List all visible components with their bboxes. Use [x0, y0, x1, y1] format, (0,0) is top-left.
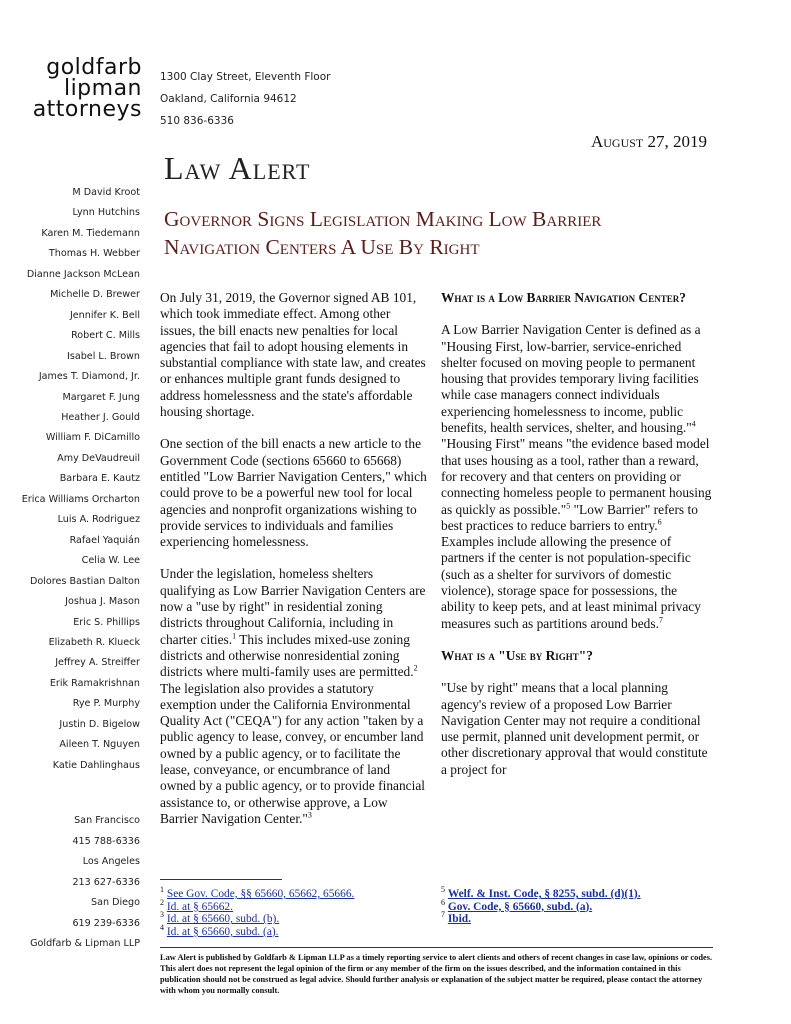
attorney-name: Isabel L. Brown: [67, 350, 140, 362]
address-line: 510 836-6336: [160, 115, 234, 127]
attorney-name: Dolores Bastian Dalton: [29, 575, 140, 587]
footnote-ref[interactable]: 6: [657, 517, 662, 527]
footnote-ref[interactable]: 7: [658, 615, 663, 625]
office-line: 619 239-6336: [72, 917, 140, 929]
attorney-name: Robert C. Mills: [71, 330, 140, 342]
footnote: [160, 885, 430, 901]
paragraph: [160, 566, 428, 827]
section-heading: What is a "Use by Right"?: [441, 647, 593, 663]
footnotes-left: [160, 885, 430, 938]
footnote-ref[interactable]: 3: [307, 810, 312, 820]
footnotes-right: [441, 885, 721, 926]
paragraph: "Use by right" means that a local planning agency's review of a proposed Low Barrier Navigation Center may not require a conditional use permit, planned unit development permit, or other discretionary approval that would constitute a project for: [441, 680, 708, 777]
attorney-name: Michelle D. Brewer: [50, 289, 140, 301]
attorney-name: Jennifer K. Bell: [69, 309, 140, 321]
office-line: San Francisco: [74, 815, 140, 826]
attorney-name: M David Kroot: [72, 187, 140, 198]
attorney-name: Eric S. Phillips: [73, 616, 140, 628]
attorney-name: Rafael Yaquián: [69, 534, 140, 546]
paragraph: One section of the bill enacts a new article to the Government Code (sections 65660 to 65668) entitled "Low Barrier Navigation Centers," which could prove to be a powerful new tool for local agencies and nonprofit organizations wishing to provide services to individuals and families experiencing homelessness.: [160, 436, 427, 550]
citation-link[interactable]: Id. at § 65662.: [166, 900, 233, 913]
attorney-list: [0, 183, 140, 776]
footnote-ref[interactable]: 2: [413, 663, 418, 673]
disclaimer-divider: [160, 947, 713, 948]
attorney-name: Karen M. Tiedemann: [41, 227, 140, 239]
office-line: San Diego: [90, 897, 140, 908]
headline-line: Governor Signs Legislation Making Low Barrier: [164, 207, 602, 231]
address-line: 1300 Clay Street, Eleventh Floor: [160, 71, 331, 83]
footnote-number: 7: [441, 910, 445, 920]
disclaimer: Law Alert is published by Goldfarb & Lipman LLP as a timely reporting service to alert clients and others of recent changes in case law, opinions or codes. This alert does not represent the legal opinion of the firm or any member of the firm on the issues described, and the information contained in this publication should not be construed as legal advice. Should further analysis or explanation of the subject matter be required, please contact the attorney with whom you normally consult.: [160, 953, 713, 995]
text-span: This includes mixed-use zoning districts and otherwise nonresidential zoning districts where multi-family uses are permitted.: [160, 631, 414, 680]
headline-line: Navigation Centers A Use By Right: [164, 235, 480, 259]
citation-link[interactable]: Id. at § 65660, subd. (b).: [166, 913, 280, 926]
right-column: [441, 290, 713, 794]
firm-logo: [30, 57, 142, 120]
attorney-name: Barbara E. Kautz: [59, 473, 140, 485]
text-span: "Housing First" means "the evidence based model that uses housing as a tool, rather than a reward, for recovery and that centers on providing or connecting homeless people to permanent housing as quickly as possible.": [441, 436, 712, 517]
citation-link[interactable]: Id. at § 65660, subd. (a).: [166, 925, 279, 938]
paragraph: [441, 322, 713, 632]
attorney-name: Katie Dahlinghaus: [52, 759, 140, 771]
attorney-name: Thomas H. Webber: [48, 248, 140, 260]
headline: [164, 205, 724, 261]
address-line: Oakland, California 94612: [160, 93, 297, 105]
attorney-name: Margaret F. Jung: [62, 391, 140, 403]
citation-link[interactable]: Ibid.: [447, 913, 471, 926]
footnote-ref[interactable]: 4: [691, 419, 696, 429]
paragraph: On July 31, 2019, the Governor signed AB 101, which took immediate effect. Among other issues, the bill enacts new penalties for local agencies that fail to adopt housing elements in substantial compliance with state law, and creates or enhances multiple grant funds designed to address homelessness and the state's affordable housing shortage.: [160, 290, 426, 420]
citation-link[interactable]: See Gov. Code, §§ 65660, 65662, 65666.: [166, 888, 355, 900]
footnote-number: 4: [160, 922, 164, 932]
attorney-name: Dianne Jackson McLean: [26, 268, 140, 280]
footnote: [160, 922, 430, 939]
firm-address: [160, 66, 330, 132]
text-span: A Low Barrier Navigation Center is defined as a "Housing First, low-barrier, service-enriched shelter focused on moving people to permanent housing that provides temporary living facilities while case managers connect individuals experiencing homelessness to income, public benefits, health services, shelter, and housing.": [441, 322, 701, 436]
office-line: Goldfarb & Lipman LLP: [30, 938, 140, 949]
logo-line: lipman: [63, 76, 142, 101]
attorney-name: Lynn Hutchins: [72, 207, 140, 219]
citation-link[interactable]: Gov. Code, § 65660, subd. (a).: [447, 900, 593, 913]
footnote-ref[interactable]: 1: [232, 631, 237, 641]
footnote-ref[interactable]: 5: [566, 501, 571, 511]
left-column: [160, 290, 428, 843]
attorney-name: James T. Diamond, Jr.: [38, 371, 140, 383]
attorney-name: Aileen T. Nguyen: [59, 739, 140, 751]
footnote: [441, 897, 721, 914]
footnote: [441, 885, 721, 901]
footnote-number: 6: [441, 897, 445, 907]
office-line: 415 788-6336: [72, 835, 140, 847]
footnote: [160, 897, 430, 914]
office-line: Los Angeles: [82, 856, 140, 867]
footnote: [160, 910, 430, 926]
text-span: "Low Barrier" refers to best practices to reduce barriers to entry.: [441, 501, 698, 533]
attorney-name: Rye P. Murphy: [72, 698, 140, 710]
attorney-name: Erik Ramakrishnan: [49, 677, 140, 689]
section-heading: What is a Low Barrier Navigation Center?: [441, 290, 686, 305]
attorney-name: Joshua J. Mason: [65, 596, 140, 608]
attorney-name: Jeffrey A. Streiffer: [55, 657, 140, 669]
text-span: The legislation also provides a statutory exemption under the California Environmental Quality Act ("CEQA") for any action "taken by a public agency to lease, convey, or encumber land owned by a public agency, or to facilitate the lease, conveyance, or encumbrance of land owned by a public agency, or to provide financial assistance to, or otherwise approve, a Low Barrier Navigation Center.": [160, 680, 425, 826]
attorney-name: Heather J. Gould: [61, 411, 140, 423]
document-type: Law Alert: [164, 150, 311, 186]
logo-line: attorneys: [32, 97, 142, 122]
attorney-name: Elizabeth R. Klueck: [48, 636, 140, 648]
attorney-name: William F. DiCamillo: [45, 432, 140, 444]
attorney-name: Amy DeVaudreuil: [57, 452, 140, 464]
footnote-divider: [160, 879, 282, 880]
logo-line: goldfarb: [46, 55, 142, 80]
footnote-number: 1: [160, 885, 164, 895]
attorney-name: Celia W. Lee: [81, 555, 140, 567]
footnote-number: 3: [160, 910, 164, 920]
office-line: 213 627-6336: [72, 876, 140, 888]
text-span: Under the legislation, homeless shelters qualifying as Low Barrier Navigation Centers are now a "use by right" in residential zoning districts throughout California, including in charter cities.: [160, 566, 426, 647]
attorney-name: Justin D. Bigelow: [59, 718, 140, 730]
footnote: [441, 910, 721, 926]
publication-date: August 27, 2019: [590, 132, 707, 151]
footnote-number: 2: [160, 897, 164, 907]
citation-link[interactable]: Welf. & Inst. Code, § 8255, subd. (d)(1).: [447, 888, 641, 900]
office-list: [0, 811, 140, 955]
attorney-name: Erica Williams Orcharton: [21, 493, 140, 505]
footnote-number: 5: [441, 885, 445, 895]
attorney-name: Luis A. Rodriguez: [57, 514, 140, 526]
text-span: Examples include allowing the presence of partners if the center is not population-specific (such as a shelter for survivors of domestic violence), storage space for possessions, the ability to keep pets, and at least minimal privacy measures such as partitions around beds.: [441, 534, 701, 631]
